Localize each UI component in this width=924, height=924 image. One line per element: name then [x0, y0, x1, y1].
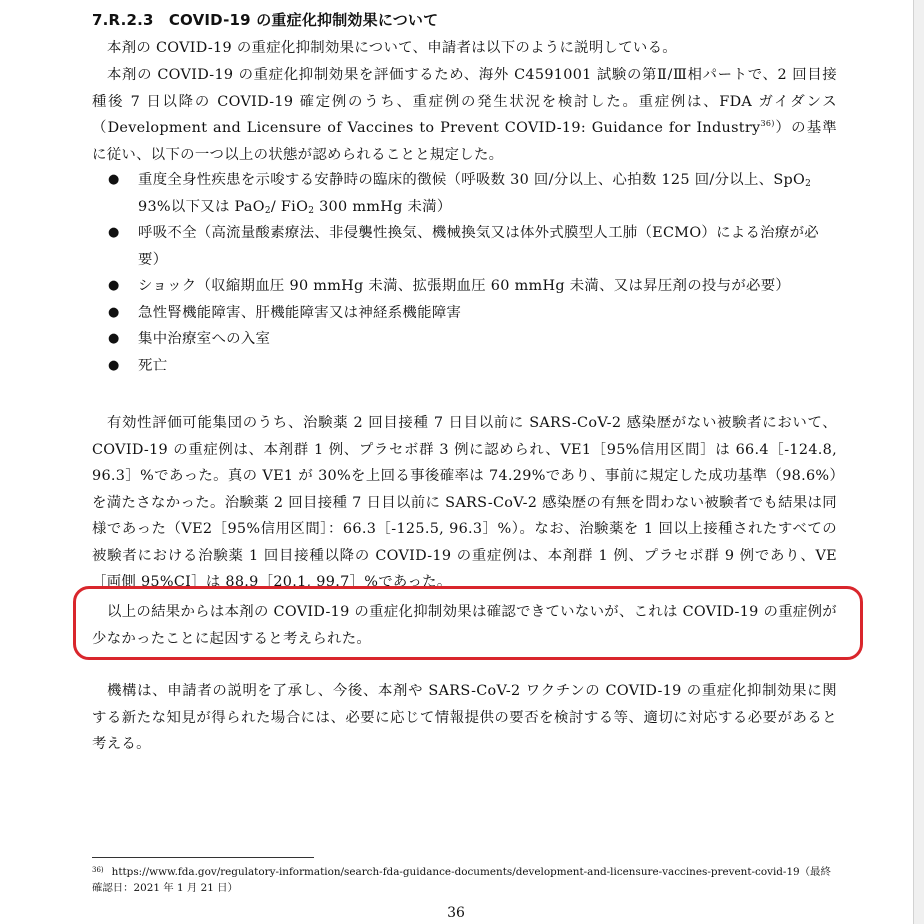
bullet-text: 死亡: [138, 357, 168, 374]
bullet-text: 集中治療室への入室: [138, 331, 271, 347]
paragraph-method-text-2: ）の基準に従い、以下の一つ以上の状態が認められることと規定した。: [92, 120, 837, 163]
bullet-icon: ●: [108, 304, 120, 320]
paragraph-method: [92, 62, 837, 168]
bullet-text-b: 93%以下又は PaO: [138, 198, 265, 215]
bullet-icon: ●: [108, 357, 120, 373]
bullet-icon: ●: [108, 225, 120, 240]
paragraph-method-text-1: 本剤の COVID-19 の重症化抑制効果を評価するため、海外 C4591001 試験の第Ⅱ/Ⅲ相パートで、2 回目接種後 7 日以降の COVID-19 確定例のうち、重症例の発生状況を検討した。重症例は、FDA ガイダンス（Development and Licensure of Vaccines to Prevent COVID-19: Guidance for Industry: [92, 67, 837, 136]
bullet-text: ショック（収縮期血圧 90 mmHg 未満、拡張期血圧 60 mmHg 未満、又は昇圧剤の投与が必要）: [138, 278, 791, 294]
list-item: [108, 167, 838, 220]
footnote-ref-36[interactable]: 36): [760, 119, 775, 129]
severity-criteria-list: [108, 167, 838, 379]
footnote-divider: [92, 857, 314, 858]
section-heading: 7.R.2.3 COVID-19 の重症化抑制効果について: [92, 11, 439, 29]
list-item: [108, 220, 838, 273]
page-number: 36: [447, 905, 465, 921]
bullet-icon: ●: [108, 278, 120, 293]
list-item: [108, 353, 838, 380]
paragraph-agency-view: 機構は、申請者の説明を了承し、今後、本剤や SARS-CoV-2 ワクチンの COVID-19 の重症化抑制効果に関する新たな知見が得られた場合には、必要に応じて情報提供の要否を検討する等、適切に対応する必要があると考える。: [92, 683, 837, 752]
paragraph-intro: 本剤の COVID-19 の重症化抑制効果について、申請者は以下のように説明している。: [107, 40, 677, 56]
footnote: [92, 862, 837, 896]
bullet-text: 呼吸不全（高流量酸素療法、非侵襲性換気、機械換気又は体外式膜型人工肺（ECMO）による治療が必要）: [138, 225, 819, 268]
bullet-text: 急性腎機能障害、肝機能障害又は神経系機能障害: [138, 304, 462, 321]
paragraph-results: 有効性評価可能集団のうち、治験薬 2 回目接種 7 日目以前に SARS-CoV-2 感染歴がない被験者において、COVID-19 の重症例は、本剤群 1 例、プラセボ群 3 例に認められ、VE1［95%信用区間］は 66.4［-124.8, 96.3］%であった。真の VE1 が 30%を上回る事後確率は 74.29%であり、事前に規定した成功基準（98.6%）を満たさなかった。治験薬 2 回目接種 7 日目以前に SARS-CoV-2 感染歴の有無を問わない被験者でも結果は同様であった（VE2［95%信用区間］：66.3［-125.5, 96.3］%）。なお、治験薬を 1 回以上接種されたすべての被験者における治験薬 1 回目接種以降の COVID-19 の重症例は、本剤群 1 例、プラセボ群 9 例であり、VE［両側 95%CI］は 88.9［20.1, 99.7］%であった。: [92, 415, 837, 590]
bullet-text-d: 300 mmHg 未満）: [314, 198, 452, 215]
subscript: 2: [264, 205, 271, 216]
bullet-icon: ●: [108, 172, 120, 187]
bullet-icon: ●: [108, 331, 120, 346]
list-item: [108, 273, 838, 300]
list-item: [108, 326, 838, 353]
subscript: 2: [805, 179, 812, 189]
subscript: 2: [308, 205, 315, 216]
footnote-text[interactable]: https://www.fda.gov/regulatory-information/search-fda-guidance-documents/development-and-licensure-vaccines-prevent-covid-19（最終確認日：2021 年 1 月 21 日）: [92, 866, 831, 894]
bullet-text-a: 重度全身性疾患を示唆する安静時の臨床的徴候（呼吸数 30 回/分以上、心拍数 125 回/分以上、SpO: [138, 172, 806, 188]
bullet-text-c: / FiO: [270, 198, 309, 215]
paragraph-conclusion: 以上の結果からは本剤の COVID-19 の重症化抑制効果は確認できていないが、これは COVID-19 の重症例が少なかったことに起因すると考えられた。: [92, 604, 837, 647]
scrollbar[interactable]: [913, 0, 924, 924]
footnote-number: 36): [92, 866, 104, 874]
list-item: [108, 300, 838, 327]
